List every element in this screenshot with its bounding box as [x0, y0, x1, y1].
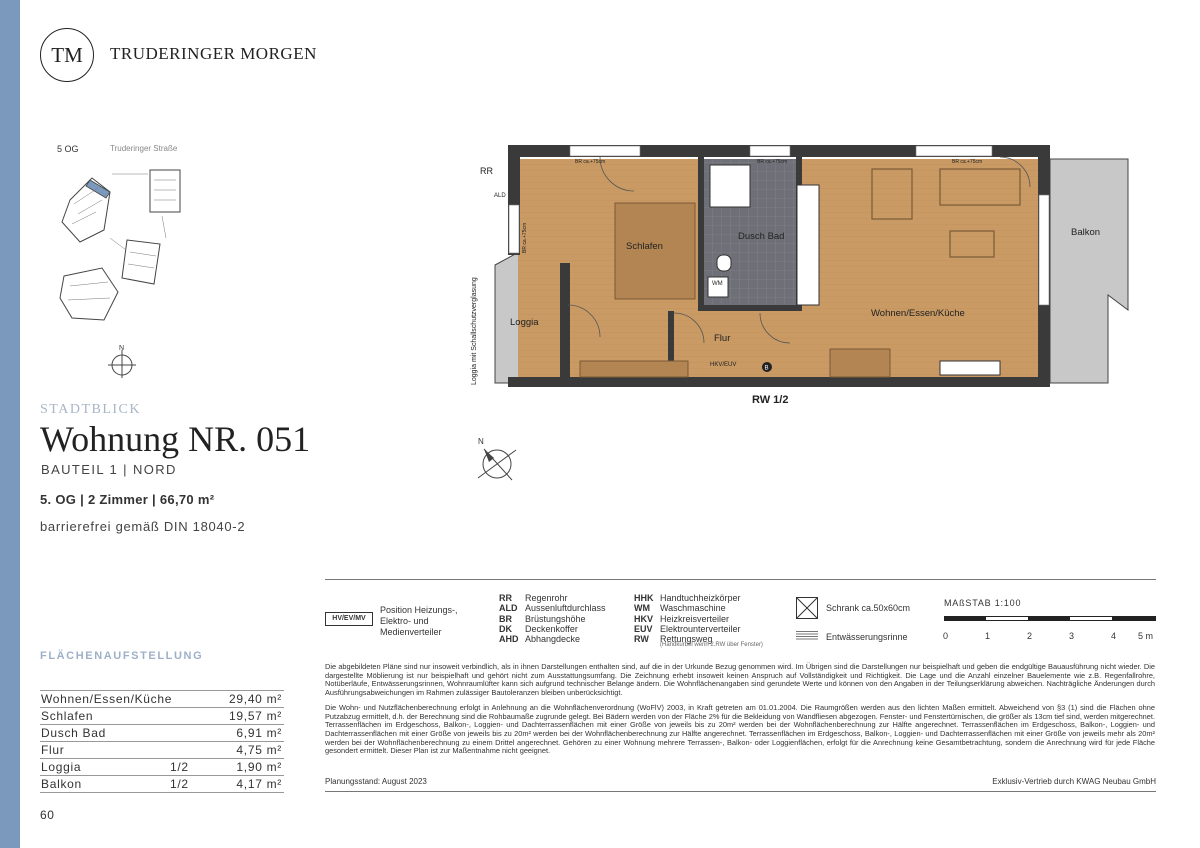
area-name: Balkon	[41, 777, 82, 791]
scale-label: 3	[1069, 631, 1075, 641]
legend-item: ALD Aussenluftdurchlass	[499, 603, 606, 614]
legend-abbr-column-2	[634, 593, 741, 644]
plan-balcony	[1045, 159, 1128, 383]
site-map-compass	[108, 345, 136, 378]
scale-label: 5 m	[1138, 631, 1154, 641]
plan-tag-rr: RR	[480, 166, 493, 176]
plan-kitchen-counter	[797, 185, 819, 305]
apartment-title: Wohnung NR. 051	[40, 419, 311, 459]
legend-hv-box: HV/EV/MV	[325, 612, 373, 626]
brand-logo-initials: TM	[51, 42, 83, 67]
plan-tag-br: BR ca.+75cm	[575, 159, 606, 165]
legend-divider-top	[325, 579, 1156, 580]
plan-label-balkon: Balkon	[1071, 227, 1101, 238]
compass-icon	[472, 434, 522, 488]
legend-cabinet-label: Schrank ca.50x60cm	[826, 603, 911, 613]
sidebar-accent-strip	[0, 0, 20, 848]
legend-item: DK Deckenkoffer	[499, 623, 578, 634]
area-name: Dusch Bad	[41, 726, 106, 740]
legend-item: HKV Heizkreisverteiler	[634, 613, 730, 624]
brand-logo	[40, 28, 94, 82]
plan-wardrobe	[580, 361, 688, 377]
area-name: Schlafen	[41, 709, 94, 723]
drain-icon	[796, 631, 818, 640]
compass-north-label: N	[478, 437, 484, 446]
disclaimer-paragraph: Die abgebildeten Pläne sind nur insoweit verbindlich, als in ihnen Darstellungen enthalten sind, auf die in der Urkunde Bezug genommen wird. Im Übrigen sind die Darstellungen nur beispielhaft und geben die endgültige Bauausführung nicht wieder. Die dargestellte Möblierung ist nur beispielhaft und gehört nicht zum Ausstattungsumfang. Die Zeichnung erhebt insoweit keinen Anspruch auf Vollständigkeit und Richtigkeit. Die Lage und die Anzahl einzelner Bauelemente wie z.B. Regenfallrohre, Notüberläufe, Entwässerungsrinnen, Wohnraumlüfter kann sich aufgrund technischer Belange ändern. Die Wohnflächenangaben sind gerundete Werte und können von den Angaben in der Teilungserklärung abweichen. Nachträgliche Änderungen durch Ausführungsabweichungen im Rahmen zulässiger Bautoleranzen bleiben unberücksichtigt.	[325, 662, 1155, 698]
cabinet-icon	[796, 597, 818, 619]
section-kicker: STADTBLICK	[40, 402, 141, 417]
plan-floor-wohnen	[796, 159, 1038, 381]
area-row	[40, 725, 284, 742]
area-table	[40, 690, 284, 793]
plan-label-flur: Flur	[714, 333, 731, 344]
site-map-floor-label: 5 OG	[57, 144, 79, 154]
scale-bar	[944, 616, 1156, 621]
plan-tag-br: BR ca.+75cm	[757, 159, 788, 165]
legend-item: RR Regenrohr	[499, 593, 568, 603]
disclaimer-paragraph: Die Wohn- und Nutzflächenberechnung erfolgt in Anlehnung an die Wohnflächenverordnung (WoFlV) 2003, in Kraft getreten am 01.01.2004. Die Raumgrößen werden aus den lichten Maßen ermittelt. Abweichend von §3 (1) sind die Flächen ohne Putzabzug ermittelt, d.h. der Berechnung sind die Rohbaumaße zugrunde gelegt. Bei Bädern werden von der Fläche 2% für die Bekleidung von Wandfliesen abgezogen. Fenster- und Fenstertürnischen, die größer als 13cm tief sind, werden mitgerechnet. Terrassenflächen im Erdgeschoss, Balkon-, Loggien- und Dachterrassenflächen mit einer Größe von jeweils bis zu 20m² werden bei der Wohnflächenberechnung zur Hälfte angerechnet. Terrassenflächen im Erdgeschoss, Balkon-, Loggien- und Dachterrassenflächen mit einer Größe von jeweils bis zu 20m² werden bei der Wohnflächenberechnung zur Hälfte angerechnet. Terrassenflächen im Erdgeschoss, Balkon-, Loggien- und Dachterrassenflächen mit einer Größe von jeweils mehr als 20m² werden bei der Wohnflächenberechnung zu einem Drittel angerechnet. Gehören zu einer Wohnung mehrere Terrassen-, Balkon- oder Loggienflächen, erfolgt für die Anrechnung keine Gesamtbetrachtung, sondern die Anrechnung wird für jede Fläche gesondert ermittelt. Dieser Plan ist zur Maßentnahme nicht geeignet.	[325, 702, 1156, 756]
legend-item: WM Waschmaschine	[634, 603, 726, 614]
site-map-street-label: Truderinger Straße	[110, 144, 178, 153]
site-map-north-label: N	[119, 345, 125, 352]
area-fraction: 1/2	[170, 760, 189, 774]
plan-tag-br: BR ca.+75cm	[522, 222, 528, 253]
page-number: 60	[40, 808, 55, 822]
area-row	[40, 690, 284, 708]
legend-item: BR Brüstungshöhe	[499, 613, 586, 624]
scale-label: 2	[1027, 631, 1033, 641]
area-name: Flur	[41, 743, 65, 757]
area-table-heading: FLÄCHENAUFSTELLUNG	[40, 650, 204, 662]
plan-tv-board	[940, 361, 1000, 375]
area-name: Loggia	[41, 760, 82, 774]
apartment-facts: 5. OG | 2 Zimmer | 66,70 m²	[40, 492, 215, 507]
plan-washer	[708, 277, 728, 297]
area-value: 29,40 m²	[229, 692, 282, 706]
area-row	[40, 742, 284, 759]
plan-tag-br: BR ca.+75cm	[952, 159, 983, 165]
area-value: 1,90 m²	[236, 760, 282, 774]
legend-divider-bottom	[325, 791, 1156, 792]
legend-item: AHD Abhangdecke	[499, 634, 581, 645]
area-fraction: 1/2	[170, 777, 189, 791]
plan-tag-hkv: HKV/EUV	[710, 362, 737, 368]
accessibility-note: barrierefrei gemäß DIN 18040-2	[40, 519, 246, 534]
building-label: BAUTEIL 1 | NORD	[41, 462, 177, 477]
plan-shower	[710, 165, 750, 207]
scale-label: 4	[1111, 631, 1117, 641]
area-value: 6,91 m²	[236, 726, 282, 740]
distribution-note: Exklusiv-Vertrieb durch KWAG Neubau GmbH	[992, 777, 1156, 786]
area-row	[40, 759, 284, 776]
floor-plan	[460, 135, 1140, 395]
site-map	[52, 160, 192, 380]
area-name: Wohnen/Essen/Küche	[41, 692, 173, 706]
legend-abbr-column-1	[499, 593, 606, 644]
area-value: 4,17 m²	[236, 777, 282, 791]
plan-tag-wm: WM	[712, 281, 723, 287]
scale-title: MAßSTAB 1:100	[944, 598, 1022, 608]
plan-tag-ald: ALD	[494, 193, 506, 199]
plan-rw-label: RW 1/2	[752, 394, 789, 406]
plan-label-loggia: Loggia	[510, 317, 539, 328]
plan-closet	[830, 349, 890, 377]
plan-tag-b: B	[764, 365, 769, 372]
legend-item: RW Rettungsweg	[634, 634, 713, 645]
plan-label-wohnen: Wohnen/Essen/Küche	[871, 308, 965, 319]
disclaimer	[325, 663, 1155, 762]
plan-toilet	[717, 255, 731, 271]
scale-label: 0	[943, 631, 949, 641]
plan-tag-loggia-glass: Loggia mit Schallschutzverglasung	[471, 277, 478, 385]
legend-rw-note: (Handkurbel wenn 2.RW über Fenster)	[660, 642, 763, 648]
area-value: 4,75 m²	[236, 743, 282, 757]
legend-item: EUV Elektrounterverteiler	[634, 623, 741, 634]
area-value: 19,57 m²	[229, 709, 282, 723]
plan-label-dusch-bad: Dusch Bad	[738, 231, 785, 242]
area-row	[40, 708, 284, 725]
legend-drain-label: Entwässerungsrinne	[826, 632, 908, 642]
area-row	[40, 776, 284, 793]
scale-label: 1	[985, 631, 991, 641]
legend-item: HHK Handtuchheizkörper	[634, 593, 741, 603]
plan-label-schlafen: Schlafen	[626, 241, 663, 252]
planning-status: Planungsstand: August 2023	[325, 777, 427, 786]
legend-hv-desc: Position Heizungs-, Elektro- und Medienverteiler	[380, 605, 458, 637]
brand-name: TRUDERINGER MORGEN	[110, 44, 317, 63]
